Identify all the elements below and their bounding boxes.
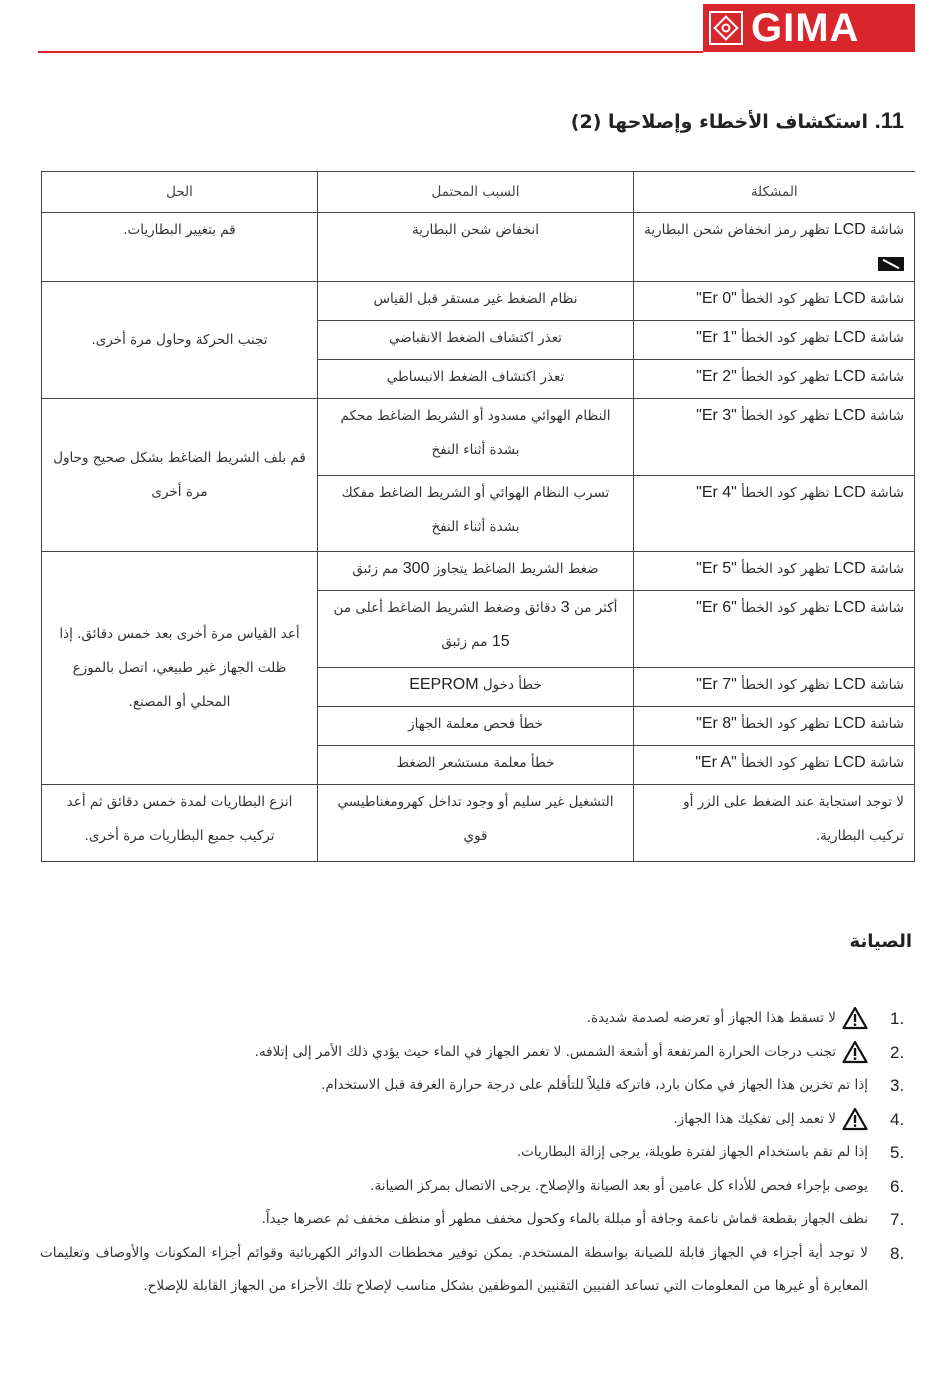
problem-cell: لا توجد استجابة عند الضغط على الزر أو تركيب البطارية. (634, 785, 915, 862)
solution-cell: قم بلف الشريط الضاغط بشكل صحيح وحاول مرة أخرى (42, 398, 318, 552)
table-row (42, 282, 915, 321)
warning-triangle-icon (842, 1006, 868, 1030)
list-item: 1. لا تسقط هذا الجهاز أو تعرضه لصدمة شديدة. (40, 1002, 914, 1036)
logo-text: GIMA (751, 6, 860, 50)
list-item: 4. لا تعمد إلى تفكيك هذا الجهاز. (40, 1103, 914, 1137)
cause-cell: النظام الهوائي مسدود أو الشريط الضاغط محكم بشدة أثناء النفخ (318, 398, 634, 475)
problem-cell: شاشة LCD تظهر كود الخطأ "Er 1" (634, 320, 915, 359)
table-row (42, 398, 915, 475)
troubleshooting-table (41, 171, 914, 862)
list-item: 5. إذا لم تقم باستخدام الجهاز لفترة طويلة، يرجى إزالة البطاريات. (516, 1143, 905, 1162)
problem-cell: شاشة LCD تظهر كود الخطأ "Er 0" (634, 282, 915, 321)
solution-cell: تجنب الحركة وحاول مرة أخرى. (42, 282, 318, 399)
problem-cell: شاشة LCD تظهر كود الخطأ "Er 8" (634, 707, 915, 746)
section-title (571, 108, 904, 134)
warning-triangle-icon (842, 1107, 868, 1131)
header-rule (38, 51, 703, 53)
cause-cell: التشغيل غير سليم أو وجود تداخل كهرومغناطيسي قوي (318, 785, 634, 862)
cause-cell: خطأ فحص معلمة الجهاز (318, 707, 634, 746)
gima-logo (703, 4, 915, 52)
list-item: 8. لا توجد أية أجزاء في الجهاز قابلة للصيانة بواسطة المستخدم. يمكن توفير مخططات الدوائر الكهربائية وقوائم أجزاء المكونات والأوصاف وتعليمات المعايرة أو غيرها من المعلومات التي تساعد الفنيين التقنيين الموظفين بشكل مناسب لإصلاح تلك الأجزاء من الجهاز القابلة للإصلاح. (40, 1243, 905, 1294)
cause-cell: خطأ معلمة مستشعر الضغط (318, 746, 634, 785)
cause-cell: ضغط الشريط الضاغط يتجاوز 300 مم زئبق (318, 552, 634, 591)
solution-cell: قم بتغيير البطاريات. (42, 213, 318, 282)
header-solution: الحل (42, 172, 318, 213)
problem-cell: شاشة LCD تظهر كود الخطأ "Er 6" (634, 591, 915, 668)
problem-cell: شاشة LCD تظهر كود الخطأ "Er 7" (634, 668, 915, 707)
cause-cell: خطأ دخول EEPROM (318, 668, 634, 707)
problem-cell: شاشة LCD تظهر كود الخطأ "Er 5" (634, 552, 915, 591)
maintenance-list (40, 1002, 914, 1304)
header-problem: المشكلة (634, 172, 915, 213)
cause-cell: تسرب النظام الهوائي أو الشريط الضاغط مفكك بشدة أثناء النفخ (318, 475, 634, 552)
problem-cell: شاشة LCD تظهر كود الخطأ "Er A" (634, 746, 915, 785)
problem-cell: شاشة LCD تظهر كود الخطأ "Er 4" (634, 475, 915, 552)
low-battery-icon (878, 257, 904, 271)
list-item: 6. يوصى بإجراء فحص للأداء كل عامين أو بعد الصيانة والإصلاح. يرجى الاتصال بمركز الصيانة. (370, 1176, 905, 1196)
list-item: 2. تجنب درجات الحرارة المرتفعة أو أشعة الشمس. لا تغمر الجهاز في الماء حيث يؤدي ذلك الأمر إلى إتلافه. (40, 1036, 914, 1070)
cause-cell: انخفاض شحن البطارية (318, 213, 634, 282)
list-item: 3. إذا تم تخزين هذا الجهاز في مكان بارد، فاتركه قليلاً للتأقلم على درجة حرارة الغرفة قبل الاستخدام. (321, 1076, 905, 1095)
solution-cell: أعد القياس مرة أخرى بعد خمس دقائق. إذا ظلت الجهاز غير طبيعي، اتصل بالموزع المحلي أو المصنع. (42, 552, 318, 785)
header-cause: السبب المحتمل (318, 172, 634, 213)
section-number: 11. (874, 108, 904, 133)
cause-cell: أكثر من 3 دقائق وضغط الشريط الضاغط أعلى من 15 مم زئبق (318, 591, 634, 668)
problem-cell: شاشة LCD تظهر رمز انخفاض شحن البطارية (634, 213, 915, 282)
problem-cell: شاشة LCD تظهر كود الخطأ "Er 2" (634, 359, 915, 398)
table-row (42, 552, 915, 591)
cause-cell: تعذر اكتشاف الضغط الانقباضي (318, 320, 634, 359)
section-title-text: استكشاف الأخطاء وإصلاحها (2) (570, 111, 868, 133)
gima-emblem-icon (709, 11, 743, 45)
table-header-row (42, 172, 915, 213)
solution-cell: انزع البطاريات لمدة خمس دقائق ثم أعد تركيب جميع البطاريات مرة أخرى. (42, 785, 318, 862)
cause-cell: نظام الضغط غير مستقر قبل القياس (318, 282, 634, 321)
problem-cell: شاشة LCD تظهر كود الخطأ "Er 3" (634, 398, 915, 475)
table-row (42, 213, 915, 282)
cause-cell: تعذر اكتشاف الضغط الانبساطي (318, 359, 634, 398)
list-item: 7. نظف الجهاز بقطعة قماش ناعمة وجافة أو مبللة بالماء وكحول مخفف مطهر أو منظف مخفف ثم عصرها جيداً. (261, 1210, 905, 1229)
table-row (42, 785, 915, 862)
warning-triangle-icon (842, 1040, 868, 1064)
maintenance-title: الصيانة (849, 931, 912, 952)
